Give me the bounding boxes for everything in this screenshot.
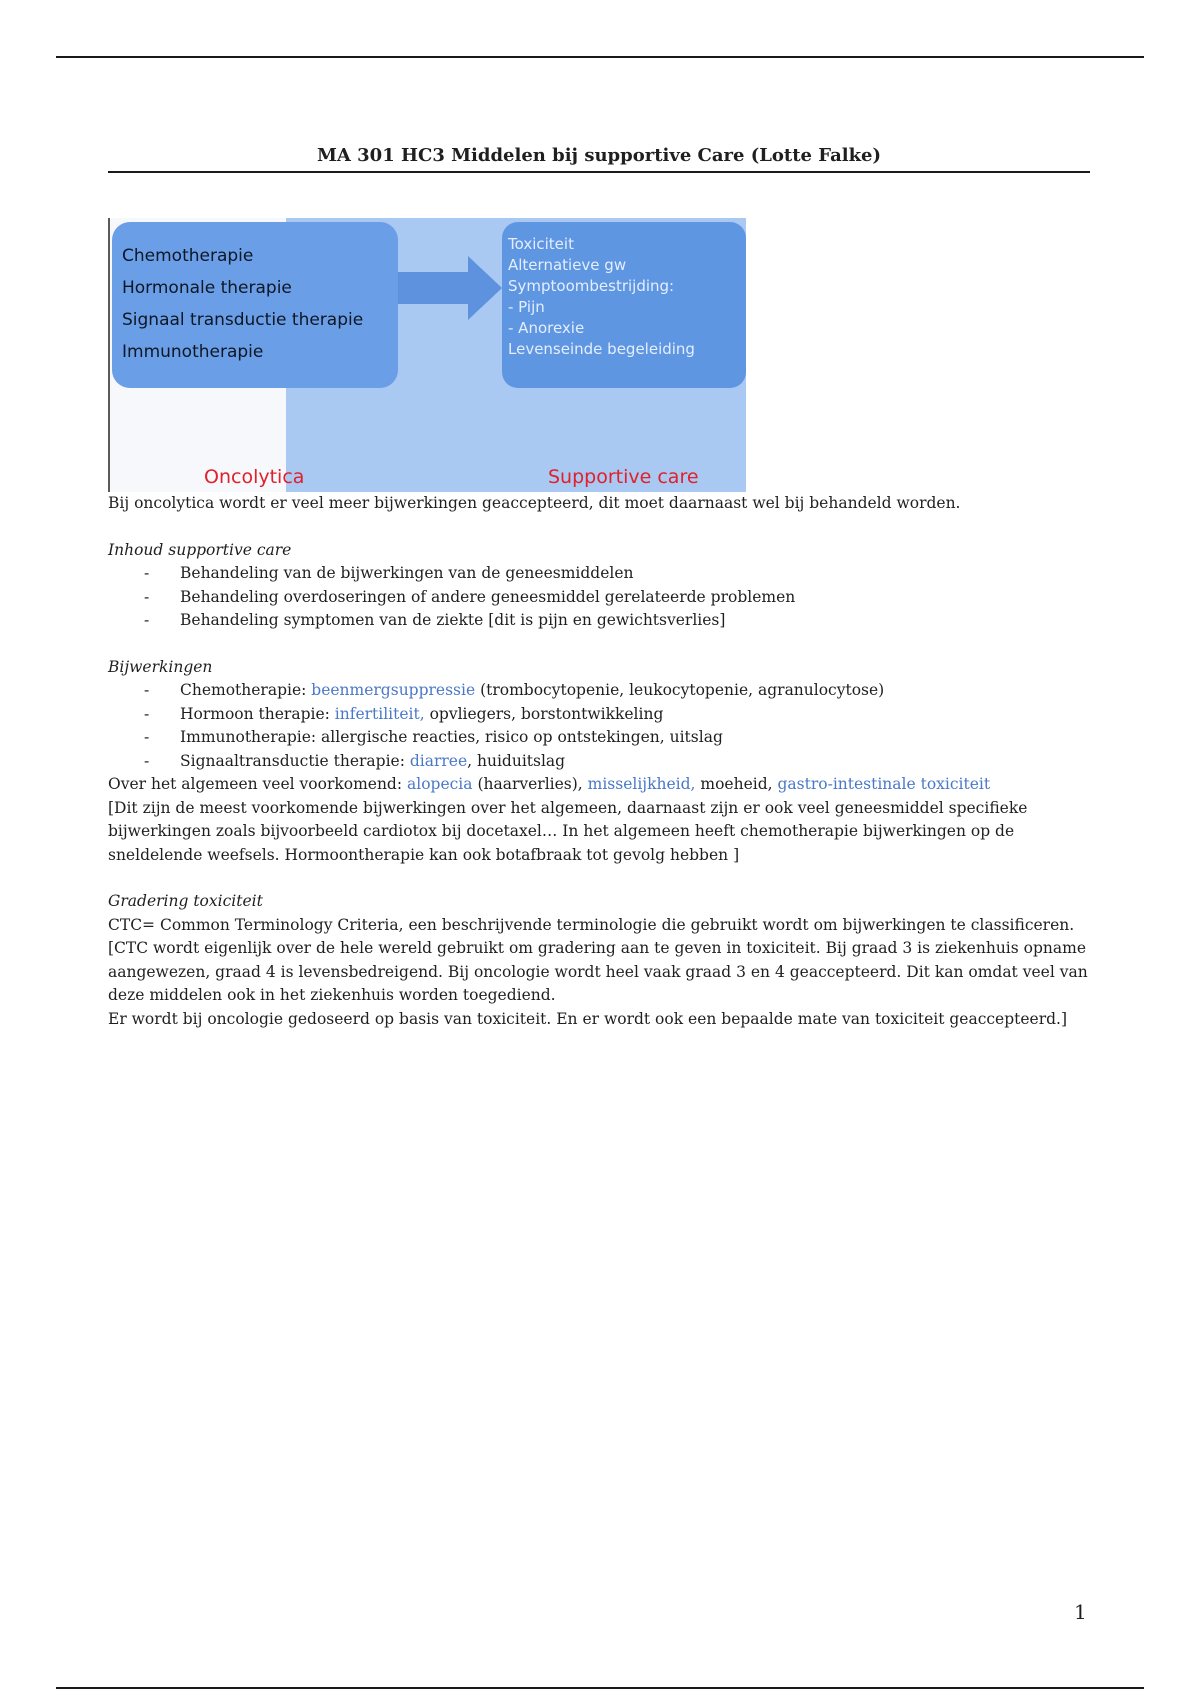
supportive-item: - Pijn [508, 298, 545, 316]
list-item-immuno: - Immunotherapie: allergische reacties, risico op ontstekingen, uitslag [108, 726, 1108, 750]
oncolytica-item: Immunotherapie [122, 342, 264, 362]
section-heading-inhoud: Inhoud supportive care [108, 540, 292, 559]
supportive-care-caption: Supportive care [548, 466, 699, 488]
list-item: - Behandeling van de bijwerkingen van de geneesmiddelen [108, 562, 1108, 586]
supportive-care-box [502, 222, 746, 388]
page-title: MA 301 HC3 Middelen bij supportive Care (Lotte Falke) [316, 145, 882, 166]
oncolytica-box [112, 222, 398, 388]
page-number: 1 [1074, 1600, 1087, 1624]
oncolytica-item: Signaal transductie therapie [122, 310, 364, 330]
title-underline [108, 171, 1090, 173]
bijwerkingen-list [108, 679, 1108, 773]
oncolytica-item: Chemotherapie [122, 246, 254, 266]
gradering-paragraph: [CTC wordt eigenlijk over de hele wereld gebruikt om gradering aan te geven in toxiciteit. Bij graad 3 is ziekenhuis opname aangewezen, graad 4 is levensbedreigend. Bij oncologie wordt heel vaak graad 3 en 4 geaccepteerd. Dit kan omdat veel van deze middelen ook in het ziekenhuis worden toegediend. [108, 939, 1088, 1004]
intro-paragraph: Bij oncolytica wordt er veel meer bijwerkingen geaccepteerd, dit moet daarnaast wel bij behandeld worden. [108, 494, 961, 512]
section-heading-gradering: Gradering toxiciteit [108, 892, 263, 910]
inhoud-list [108, 562, 1108, 633]
supportive-item: - Anorexie [508, 319, 585, 337]
oncolytica-caption: Oncolytica [204, 466, 305, 488]
document-body [108, 492, 1108, 1031]
oncolytica-item: Hormonale therapie [122, 278, 292, 298]
list-item-chemo: - Chemotherapie: beenmergsuppressie (trombocytopenie, leukocytopenie, agranulocytose) [108, 679, 1108, 703]
list-item-hormoon: - Hormoon therapie: infertiliteit, opvliegers, borstontwikkeling [108, 703, 1108, 727]
bijwerkingen-note: [Dit zijn de meest voorkomende bijwerkingen over het algemeen, daarnaast zijn er ook veel geneesmiddel specifieke bijwerkingen zoals bijvoorbeeld cardiotox bij docetaxel… In het algemeen heeft chemotherapie bijwerkingen op de sneldelende weefsels. Hormoontherapie kan ook botafbraak tot gevolg hebben ] [108, 798, 1028, 864]
gradering-paragraph: CTC= Common Terminology Criteria, een beschrijvende terminologie die gebruikt wordt om bijwerkingen te classificeren. [108, 915, 1075, 934]
list-item: - Behandeling overdoseringen of andere geneesmiddel gerelateerde problemen [108, 586, 1108, 610]
page-bottom-rule [56, 1687, 1144, 1689]
figure-left-border [108, 218, 110, 492]
list-item-signaal: - Signaaltransductie therapie: diarree, huiduitslag [108, 750, 1108, 774]
supportive-item: Alternatieve gw [508, 256, 627, 274]
page-top-rule [56, 56, 1144, 58]
supportive-care-diagram [108, 218, 746, 492]
algemeen-line: Over het algemeen veel voorkomend: alopecia (haarverlies), misselijkheid, moeheid, gastro-intestinale toxiciteit [108, 775, 991, 793]
list-item: - Behandeling symptomen van de ziekte [dit is pijn en gewichtsverlies] [108, 609, 1108, 633]
gradering-paragraph: Er wordt bij oncologie gedoseerd op basis van toxiciteit. En er wordt ook een bepaalde mate van toxiciteit geaccepteerd.] [108, 1009, 1068, 1028]
supportive-item: Toxiciteit [508, 235, 574, 253]
supportive-item: Levenseinde begeleiding [508, 340, 695, 358]
arrow-right-icon [398, 256, 502, 320]
section-heading-bijwerkingen: Bijwerkingen [108, 657, 213, 676]
supportive-item: Symptoombestrijding: [508, 277, 675, 295]
